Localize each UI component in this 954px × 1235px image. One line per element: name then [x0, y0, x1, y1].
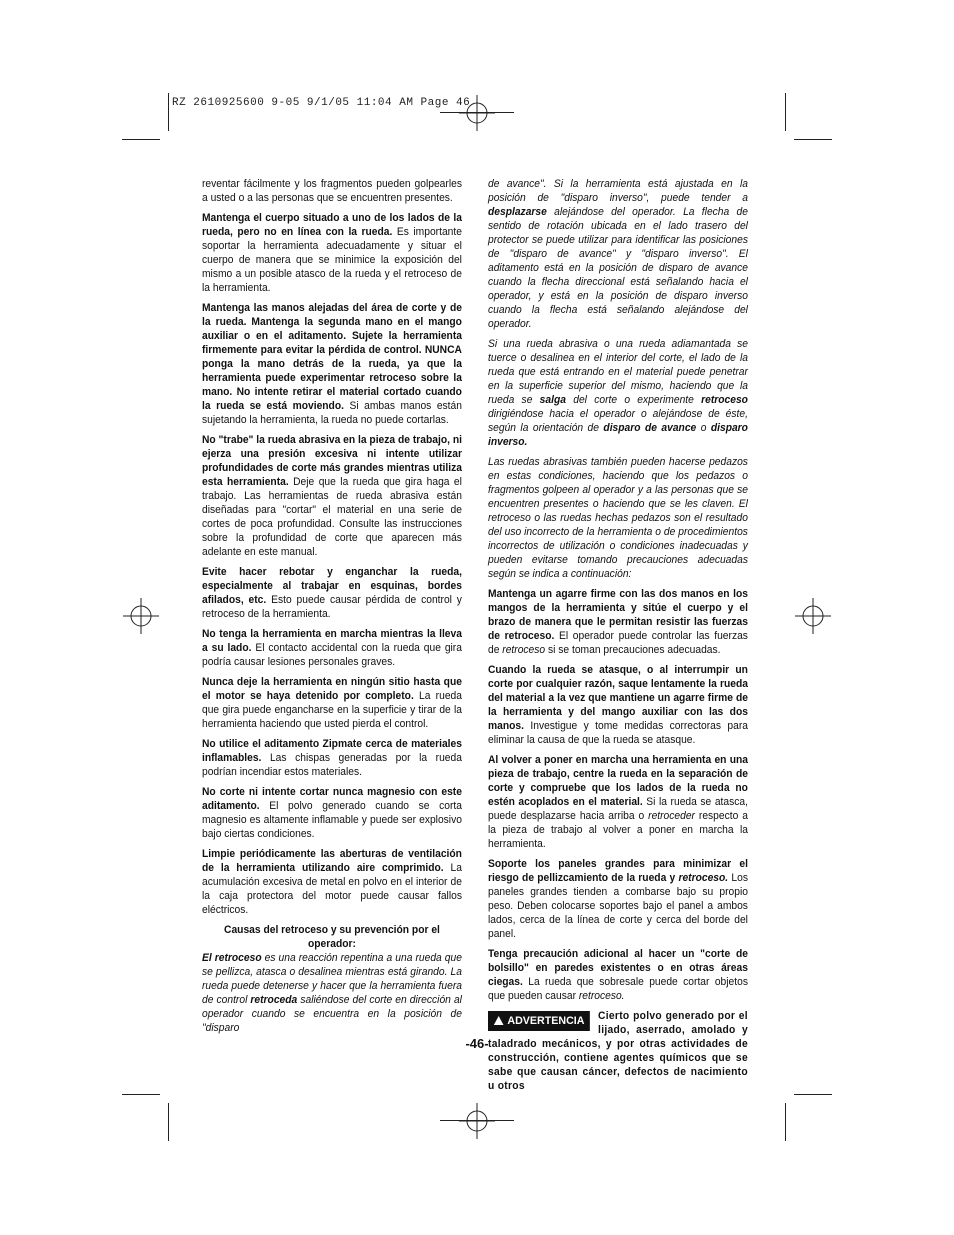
left-column	[202, 177, 462, 1041]
crop-mark	[168, 1103, 169, 1141]
section-heading: Causas del retroceso y su prevención por el operador:	[224, 924, 440, 950]
registration-mark-icon	[795, 598, 831, 634]
paragraph: No utilice el aditamento Zipmate cerca de materiales inflamables. Las chispas generadas por la rueda podrían incendiar estos materiales.	[202, 738, 462, 778]
crop-mark	[794, 139, 832, 140]
crop-mark	[122, 1094, 160, 1095]
paragraph: Mantenga un agarre firme con las dos manos en los mangos de la herramienta y sitúe el cuerpo y el brazo de manera que le permitan resistir las fuerzas de retroceso. El operador puede controlar las fuerzas de retroceso si se toman precauciones adecuadas.	[488, 588, 748, 656]
registration-mark-icon	[459, 95, 495, 131]
paragraph: de avance". Si la herramienta está ajustada en la posición de "disparo inverso", puede tender a desplazarse alejándose del operador. La flecha de sentido de rotación ubicada en el lado trasero del protector se puede utilizar para identificar las posiciones de "disparo de avance" y "disparo inverso". El aditamento está en la posición de disparo de avance cuando la flecha direccional está señalando hacia el operador, y está en la posición de disparo inverso cuando la flecha está señalando alejándose del operador.	[488, 178, 748, 330]
paragraph: Si una rueda abrasiva o una rueda adiamantada se tuerce o desalinea en el interior del corte, el lado de la rueda que está entrando en el material puede penetrar en la superficie superior del mismo, haciendo que la rueda se salga del corte o experimente retroceso dirigiéndose hacia el operador o alejándose de éste, según la orientación de disparo de avance o disparo inverso.	[488, 338, 748, 448]
paragraph: El retroceso es una reacción repentina a una rueda que se pellizca, atasca o desalinea mientras está girando. La rueda puede detenerse y hacer que la herramienta fuera de control retroceda saliéndose del corte en dirección al operador cuando se encuentra en la posición de "disparo	[202, 952, 462, 1034]
paragraph: Limpie periódicamente las aberturas de ventilación de la herramienta utilizando aire comprimido. La acumulación excesiva de metal en polvo en el interior de la caja protectora del motor puede causar fallos eléctricos.	[202, 848, 462, 916]
paragraph: Tenga precaución adicional al hacer un "corte de bolsillo" en paredes existentes o en otras áreas ciegas. La rueda que sobresale puede cortar objetos que pueden causar retroceso.	[488, 948, 748, 1002]
paragraph: reventar fácilmente y los fragmentos pueden golpearles a usted o a las personas que se encuentren presentes.	[202, 178, 462, 204]
paragraph: No corte ni intente cortar nunca magnesio con este aditamento. El polvo generado cuando se corta magnesio es altamente inflamable y puede ser explosivo bajo ciertas condiciones.	[202, 786, 462, 840]
paragraph: Al volver a poner en marcha una herramienta en una pieza de trabajo, centre la rueda en la separación de corte y compruebe que los lados de la rueda no estén acoplados en el material. Si la rueda se atasca, puede desplazarse hacia arriba o retroceder respecto a la pieza de trabajo al volver a poner en marcha la herramienta.	[488, 754, 748, 850]
crop-mark	[785, 93, 786, 131]
warning-triangle-icon	[494, 1016, 504, 1025]
paragraph: Evite hacer rebotar y enganchar la rueda, especialmente al trabajar en esquinas, bordes afilados, etc. Esto puede causar pérdida de control y retroceso de la herramienta.	[202, 566, 462, 620]
crop-mark	[794, 1094, 832, 1095]
paragraph: Mantenga el cuerpo situado a uno de los lados de la rueda, pero no en línea con la rueda. Es importante soportar la herramienta adecuadamente y situar el cuerpo de manera que se minimice la exposición del mismo a un posible atasco de la rueda y el retroceso de la herramienta.	[202, 212, 462, 294]
registration-mark-icon	[459, 1103, 495, 1139]
crop-mark	[168, 93, 169, 131]
warning-block	[488, 1009, 748, 1093]
paragraph: Cuando la rueda se atasque, o al interrumpir un corte por cualquier razón, saque lentamente la rueda del material a la vez que mantiene un agarre firme de la herramienta y del mango auxiliar con las dos manos. Investigue y tome medidas correctoras para eliminar la causa de que la rueda se atasque.	[488, 664, 748, 746]
warning-text: Cierto polvo generado por el lijado, aserrado, amolado y taladrado mecánicos, y por otras actividades de construcción, contiene agentes químicos que se sabe que causan cáncer, defectos de nacimiento u otros	[488, 1010, 748, 1092]
right-column	[488, 177, 748, 1093]
page-number: -46-	[465, 1036, 489, 1051]
crop-mark	[122, 139, 160, 140]
paragraph: No tenga la herramienta en marcha mientras la lleva a su lado. El contacto accidental con la rueda que gira podría causar lesiones personales graves.	[202, 628, 462, 668]
paragraph: Las ruedas abrasivas también pueden hacerse pedazos en estas condiciones, haciendo que los pedazos o fragmentos golpeen al operador y a las personas que se encuentren presentes o haciendo que se les claven. El retroceso o las ruedas hechas pedazos son el resultado del uso incorrecto de la herramienta o de procedimientos incorrectos de utilización o condiciones inadecuadas y pueden evitarse tomando precauciones adecuadas según se indica a continuación:	[488, 456, 748, 580]
registration-mark-icon	[123, 598, 159, 634]
crop-mark	[785, 1103, 786, 1141]
paragraph: No "trabe" la rueda abrasiva en la pieza de trabajo, ni ejerza una presión excesiva ni intente utilizar profundidades de corte más grandes mientras utiliza esta herramienta. Deje que la rueda que gira haga el trabajo. Las herramientas de rueda abrasiva están diseñadas para "cortar" el material en una serie de cortes de poca profundidad. Consulte las instrucciones sobre la profundidad de corte que aparecen más adelante en este manual.	[202, 434, 462, 558]
print-slug: RZ 2610925600 9-05 9/1/05 11:04 AM Page 46	[172, 97, 471, 109]
warning-badge: ADVERTENCIA	[488, 1011, 590, 1031]
paragraph: Soporte los paneles grandes para minimizar el riesgo de pellizcamiento de la rueda y retroceso. Los paneles grandes tienden a combarse bajo su propio peso. Deben colocarse soportes bajo el panel a ambos lados, cerca de la línea de corte y cerca del borde del panel.	[488, 858, 748, 940]
paragraph: Nunca deje la herramienta en ningún sitio hasta que el motor se haya detenido por completo. La rueda que gira puede engancharse en la superficie y tirar de la herramienta haciendo que usted pierda el control.	[202, 676, 462, 730]
paragraph: Mantenga las manos alejadas del área de corte y de la rueda. Mantenga la segunda mano en el mango auxiliar o en el aditamento. Sujete la herramienta firmemente para evitar la pérdida de control. NUNCA ponga la mano detrás de la rueda, ya que la herramienta puede experimentar retroceso sobre la mano. No intente retirar el material cortado cuando la rueda se está moviendo. Si ambas manos están sujetando la herramienta, la rueda no puede cortarlas.	[202, 302, 462, 426]
